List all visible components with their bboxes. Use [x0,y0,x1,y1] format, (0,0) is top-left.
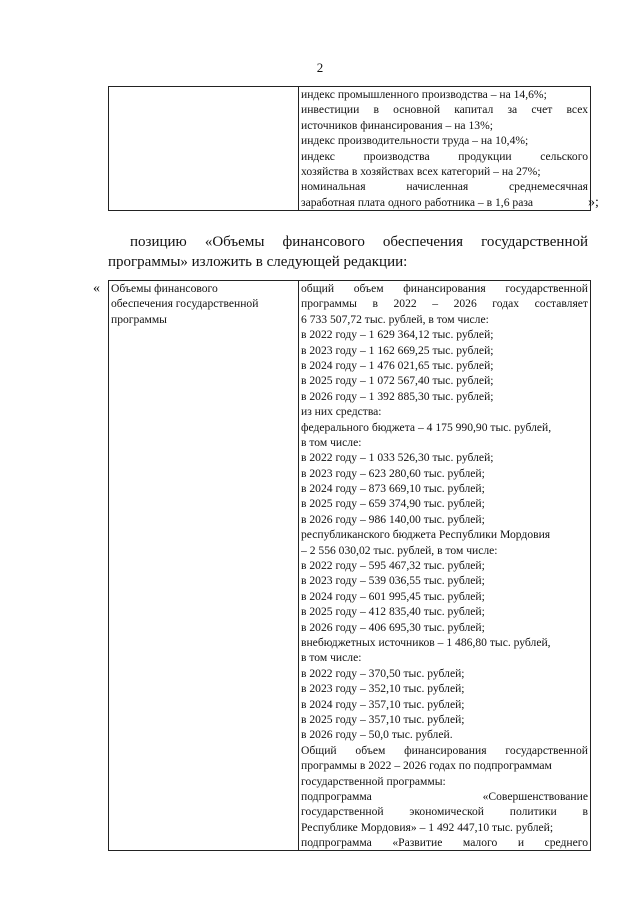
text-line: государственной экономической политики в [301,805,588,819]
text-line: в 2023 году – 1 162 669,25 тыс. рублей; [301,343,494,357]
table-row [109,87,591,211]
text-line: в 2023 году – 623 280,60 тыс. рублей; [301,466,485,480]
text-line: – 2 556 030,02 тыс. рублей, в том числе: [301,543,498,557]
text-line: индекс производства продукции сельского [301,149,588,163]
text-line: в 2022 году – 1 629 364,12 тыс. рублей; [301,328,494,342]
text-line: подпрограмма «Совершенствование [301,789,588,803]
text-line: хозяйства в хозяйствах всех категорий – на 27%; [301,164,541,178]
text-line: внебюджетных источников – 1 486,80 тыс. рублей, [301,635,551,649]
text-line: Республике Мордовия» – 1 492 447,10 тыс. рублей; [301,820,554,834]
text-line: в 2023 году – 352,10 тыс. рублей; [301,682,465,696]
opening-quote-mark: « [93,281,100,296]
page-number: 2 [316,60,324,75]
text-line: инвестиции в основной капитал за счет всех [301,103,588,117]
text-line: государственной программы: [301,774,446,788]
text-line: программы в 2022 – 2026 годах по подпрограммам [301,759,552,773]
text-line: в 2022 году – 370,50 тыс. рублей; [301,666,465,680]
text-line: федерального бюджета – 4 175 990,90 тыс. рублей, [301,420,552,434]
text-line: в 2026 году – 50,0 тыс. рублей. [301,728,453,742]
text-line: индекс производительности труда – на 10,4%; [301,134,529,148]
paragraph-line: позицию «Объемы финансового обеспечения государственной [130,234,588,250]
text-line: источников финансирования – на 13%; [301,118,493,132]
text-line: республиканского бюджета Республики Мордовия [301,528,551,542]
text-line: в 2023 году – 539 036,55 тыс. рублей; [301,574,485,588]
text-line: в 2025 году – 659 374,90 тыс. рублей; [301,497,485,511]
text-line: 6 733 507,72 тыс. рублей, в том числе: [301,312,489,326]
position-title-cell [109,281,299,851]
text-line: в 2024 году – 873 669,10 тыс. рублей; [301,482,485,496]
position-title-line: программы [111,312,167,326]
text-line: программы в 2022 – 2026 годах составляет [301,297,588,311]
text-line: в 2024 году – 1 476 021,65 тыс. рублей; [301,358,494,372]
text-line: в 2026 году – 1 392 885,30 тыс. рублей; [301,389,494,403]
text-line: в 2026 году – 406 695,30 тыс. рублей; [301,620,485,634]
text-line: номинальная начисленная среднемесячная [301,180,588,194]
financing-details-cell [299,281,591,851]
text-line: Общий объем финансирования государственной [301,743,588,757]
text-line: заработная плата одного работника – в 1,6 раза [301,195,534,209]
text-line: в 2022 году – 595 467,32 тыс. рублей; [301,559,485,573]
text-line: в 2026 году – 986 140,00 тыс. рублей; [301,512,485,526]
closing-quote-mark: »; [588,195,599,210]
text-line: в том числе: [301,435,362,449]
text-line: подпрограмма «Развитие малого и среднего [301,836,588,850]
text-line: в 2025 году – 357,10 тыс. рублей; [301,712,465,726]
text-line: в том числе: [301,651,362,665]
position-title-line: Объемы финансового [111,282,218,295]
text-line: в 2025 году – 1 072 567,40 тыс. рублей; [301,374,494,388]
table-cell-empty [109,87,299,211]
text-line: в 2024 году – 357,10 тыс. рублей; [301,697,465,711]
text-line: общий объем финансирования государственной [301,282,588,295]
position-title-line: обеспечения государственной [111,297,259,311]
indicators-table [108,86,591,211]
text-line: в 2024 году – 601 995,45 тыс. рублей; [301,589,485,603]
text-line: из них средства: [301,405,382,419]
paragraph-line: программы» изложить в следующей редакции: [108,254,408,270]
text-line: в 2022 году – 1 033 526,30 тыс. рублей; [301,451,494,465]
text-line: в 2025 году – 412 835,40 тыс. рублей; [301,605,485,619]
table-row [109,281,591,851]
financing-table [108,280,591,851]
text-line: индекс промышленного производства – на 14,6%; [301,88,547,101]
indicators-cell [299,87,591,211]
